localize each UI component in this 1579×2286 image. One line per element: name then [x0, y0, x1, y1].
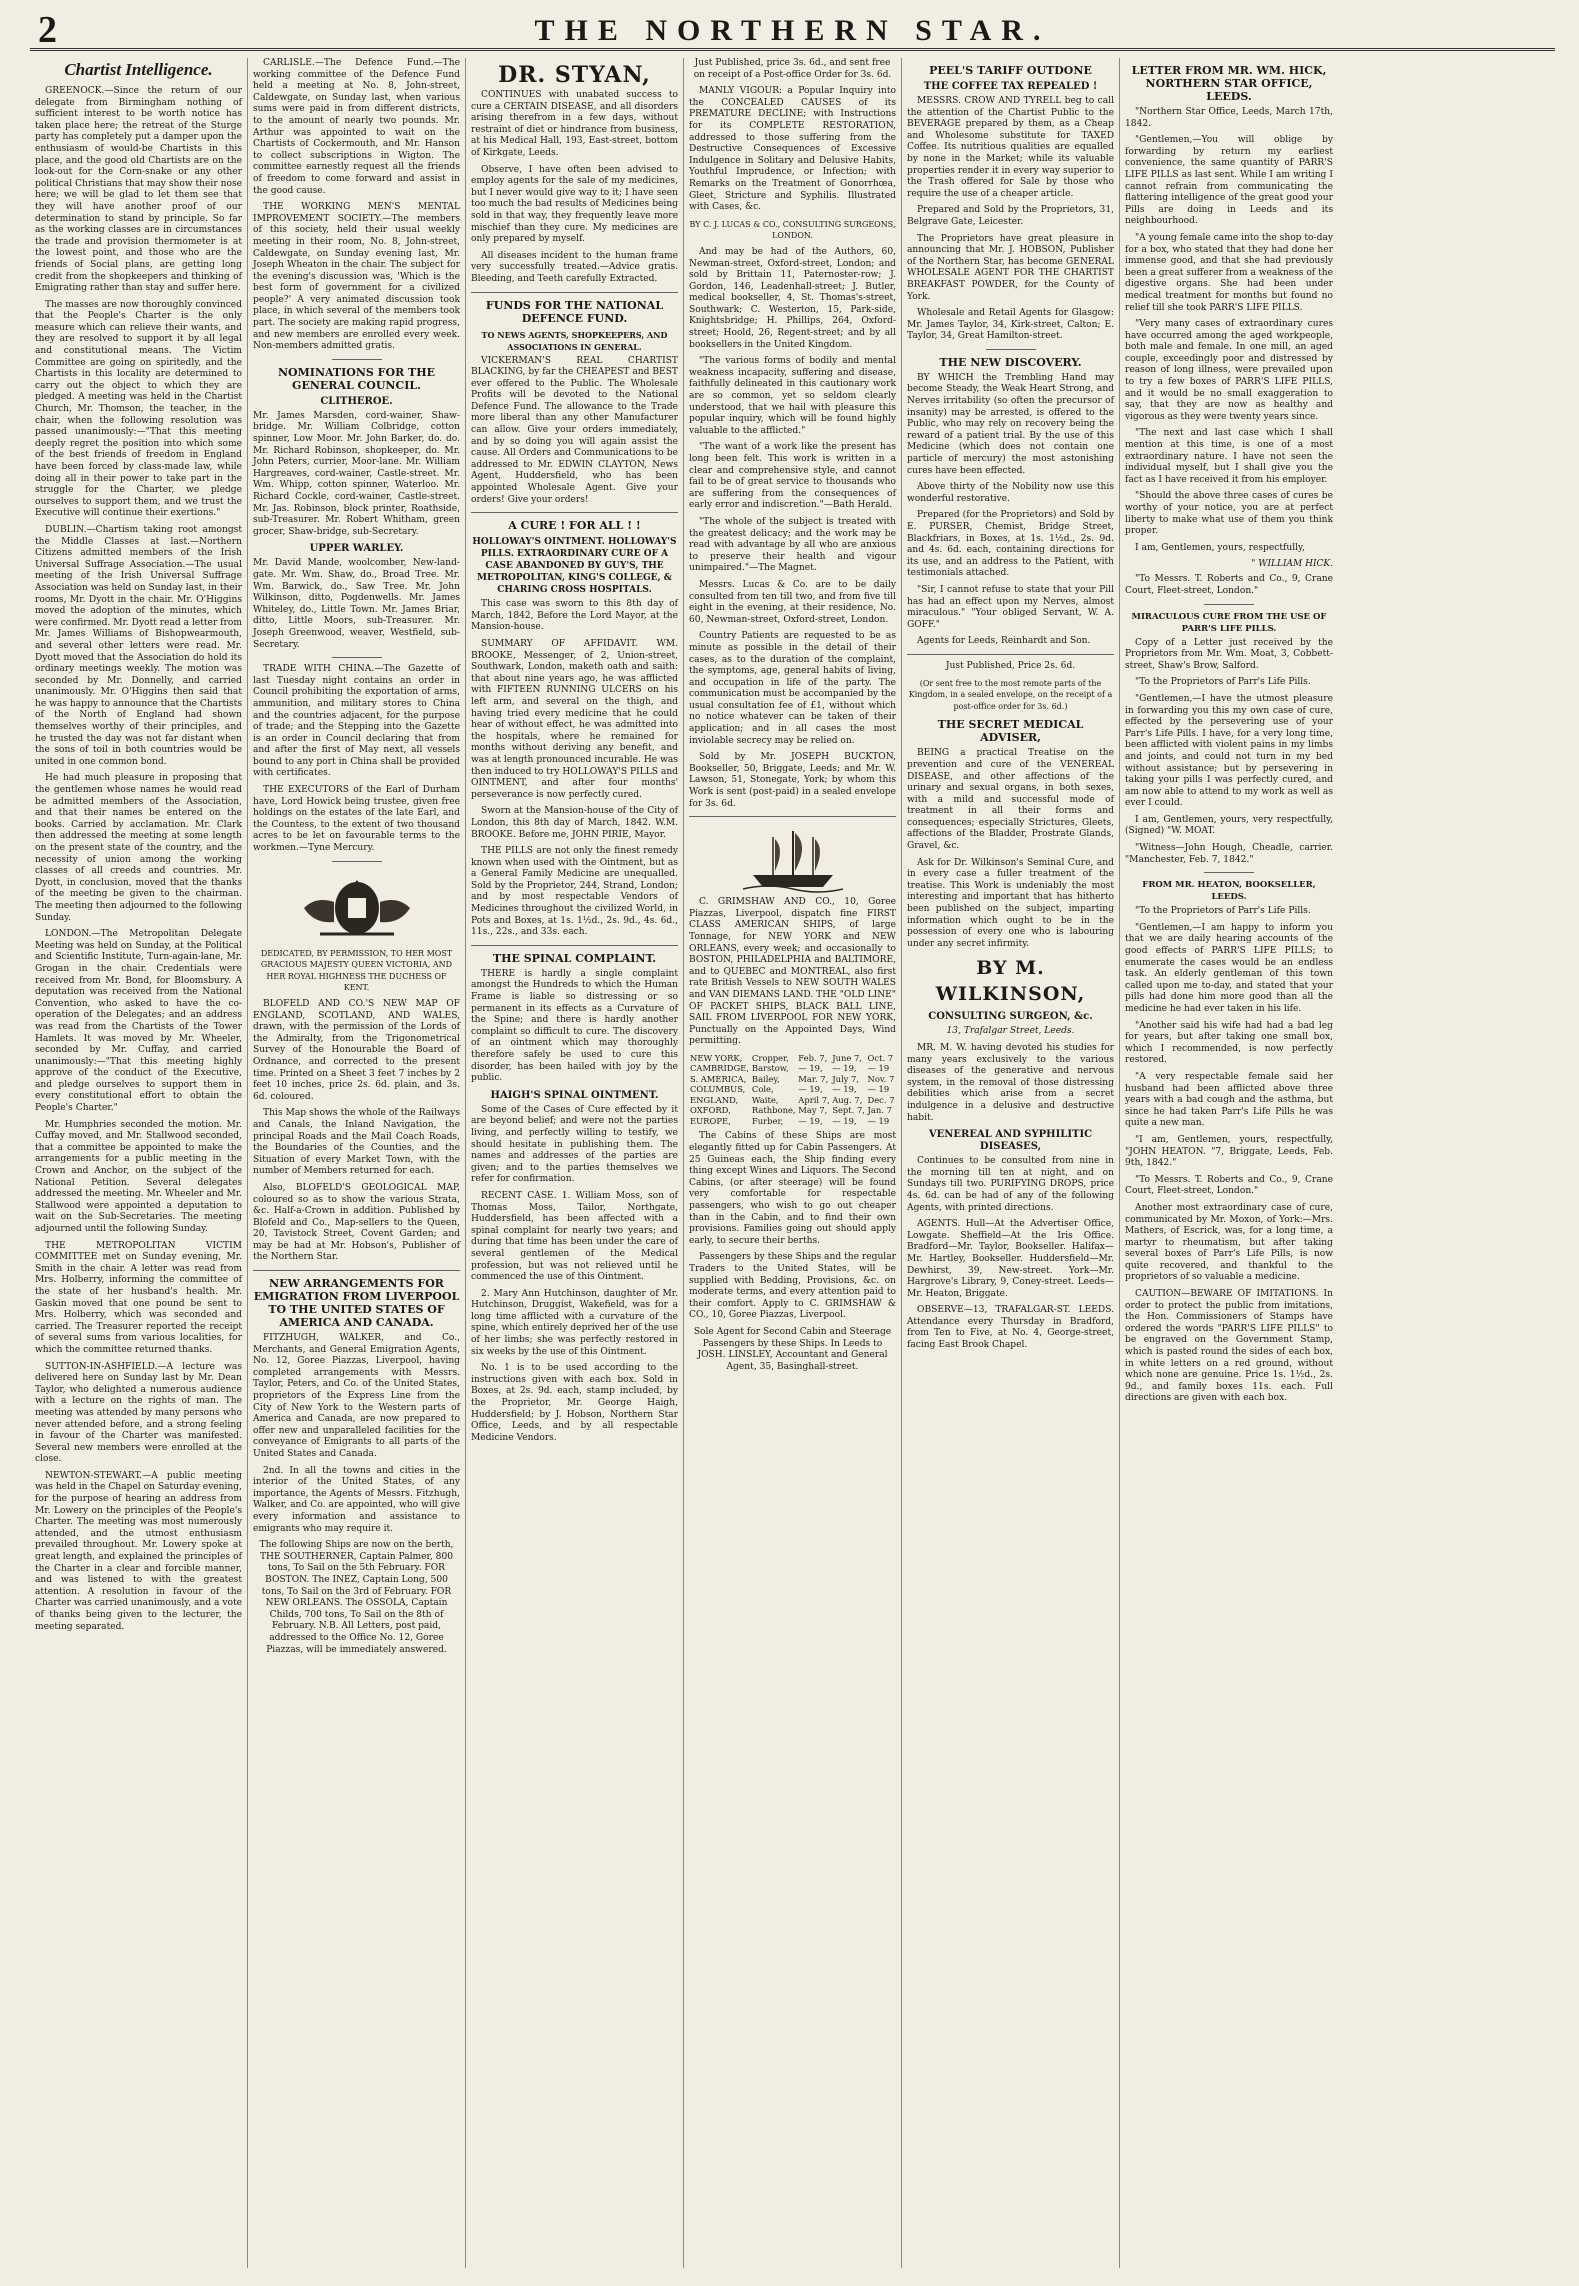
holloway-paragraph: This case was sworn to this 8th day of March, 1842, Before the Lord Mayor, at the Mansion-house.	[471, 599, 678, 633]
sail-date: Jan. 7	[867, 1105, 892, 1116]
hick-letter-heading: LETTER FROM MR. WM. HICK, NORTHERN STAR OFFICE, LEEDS.	[1131, 64, 1327, 103]
sail-date: — 19	[867, 1115, 890, 1126]
defence-fund-subheading: TO NEWS AGENTS, SHOPKEEPERS, AND ASSOCIATIONS IN GENERAL.	[481, 329, 668, 352]
manly-paragraph: "The whole of the subject is treated with the greatest delicacy; and the work may be read with advantage by all who are anxious to preserve their health and vigour unimpaired."—The Magnet.	[689, 516, 896, 574]
styan-paragraph: CONTINUES with unabated success to cure a CERTAIN DISEASE, and all disorders arising therefrom in a few days, without restraint of diet or hindrance from business, at his Medical Hall, 193, East-street, bottom of Kirkgate, Leeds.	[471, 90, 678, 158]
discovery-paragraph: Above thirty of the Nobility now use this wonderful restorative.	[907, 482, 1114, 504]
advisor-note: (Or sent free to the most remote parts of the Kingdom, in a sealed envelope, on the receipt of a post-office order for 3s. 6d.)	[908, 678, 1113, 711]
article-paragraph: TRADE WITH CHINA.—The Gazette of last Tuesday night contains an order in Council prohibiting the exportation of arms, ammunition, and military stores to China and the countries adjacent, for the purpose of trade; and the Stepping into the Gazette is an order in Council declaring that from and after the first of May next, all vessels bound to any port in China shall be provided with certificates.	[253, 664, 460, 779]
emigration-sailings: The following Ships are now on the berth, THE SOUTHERNER, Captain Palmer, 800 tons, To Sail on the 5th February. FOR BOSTON. The INEZ, Captain Long, 500 tons, To Sail on the 3rd of February. FOR NEW ORLEANS. The OSSOLA, Captain Childs, 700 tons, To Sail on the 8th of February. N.B. All Letters, post paid, addressed to the Office No. 12, Goree Piazzas, will be immediately answered.	[259, 1540, 454, 1655]
peels-tariff-heading: PEEL'S TARIFF OUTDONE	[929, 64, 1092, 77]
spinal-paragraph: THERE is hardly a single complaint amongst the Hundreds to which the Human Frame is liable so distressing or so permanent in its effects as a Curvature of the Spine; and there is hardly another complaint so difficult to cure. The discovery of an ointment which may thoroughly therefore safely be used to cure this disorder, has been hailed with joy by the public.	[471, 968, 678, 1084]
holloway-paragraph: SUMMARY OF AFFIDAVIT. WM. BROOKE, Messenger, of 2, Union-street, Southwark, London, maketh oath and saith: that about nine years ago, he was afflicted with FIFTEEN RUNNING ULCERS on his left arm, and several on the thigh, and having tried every medicine that he could hear of without effect, he was admitted into the hospitals, where he remained for months without deriving any benefit, and was at length pronounced incurable. He was then induced to try HOLLOWAY'S PILLS and OINTMENT, and after four months' perseverance is now perfectly cured.	[471, 639, 678, 800]
map-advert-paragraph: Also, BLOFELD'S GEOLOGICAL MAP, coloured so as to show the various Strata, &c. Half-a-Crown in addition. Published by Blofeld and Co., Map-sellers to the Queen, 20, Tavistock Street, Covent Garden; and may be had at Mr. Hobson's, Publisher of the Northern Star.	[253, 1182, 460, 1263]
divider	[471, 292, 678, 293]
column-4	[684, 58, 902, 2268]
letter-paragraph: "Very many cases of extraordinary cures have occurred among the aged workpeople, both male and female. In one mill, an aged couple, exceedingly poor and distressed by reason of long illness, were prevailed upon to try a few boxes of PARR'S LIFE PILLS, and it would be no small exaggeration to say, that they are now as healthy and vigorous as they were twenty years since.	[1125, 319, 1333, 422]
styan-paragraph: Observe, I have often been advised to employ agents for the sale of my medicines, but I never would give way to it; I have seen too much the bad results of Medicines being sold in that way, they frequently leave more mischief than they cure. My medicines are only prepared by myself.	[471, 164, 678, 245]
ship-name: S. AMERICA,	[690, 1073, 747, 1084]
table-row	[689, 1053, 896, 1064]
spinal-paragraph: 2. Mary Ann Hutchinson, daughter of Mr. Hutchinson, Druggist, Wakefield, was for a long time afflicted with a curvature of the spine, which entirely deprived her of the use of her limbs; she was perfectly restored in six weeks by the use of this Ointment.	[471, 1288, 678, 1357]
letter-paragraph: "The next and last case which I shall mention at this time, is one of a most extraordinary nature. I have not seen the individual myself, but I shall give you the fact as I have received it from his employer.	[1125, 428, 1333, 485]
coffee-paragraph: The Proprietors have great pleasure in announcing that Mr. J. HOBSON, Publisher of the Northern Star, has become GENERAL WHOLESALE AGENT FOR THE CHARTIST BREAKFAST POWDER, for the County of York.	[907, 233, 1114, 302]
article-paragraph: The masses are now thoroughly convinced that the People's Charter is the only measure which can relieve their wants, and they are resolved to support it by all legal and constitutional means. The Victim Committee are going on spiritedly, and the Chartists in this locality are determined to carry out the object to which they are pledged. A meeting was held in the Chartist Church, Mr. Thomson, the teacher, in the chair, when the following resolution was passed unanimously:—"That this meeting deeply regret the position into which some of the best friends of freedom in England have been forced by class-made law, while doing all in their power to take part in the struggle for the Charter, we pledge ourselves to support them, and we trust the Executive will continue their exertions."	[35, 299, 242, 519]
emigration-paragraph: FITZHUGH, WALKER, and Co., Merchants, and General Emigration Agents, No. 12, Goree Piazzas, Liverpool, having completed arrangements with Messrs. Taylor, Peters, and Co. of the United States, proprietors of the Express Line from the City of New York to the Western parts of America and Canada, are now prepared to offer new and unparalleled facilities for the conveyance of Emigrants to all parts of the United States and Canada.	[253, 1333, 460, 1459]
moat-paragraph: "To the Proprietors of Parr's Life Pills.	[1135, 677, 1311, 688]
masthead	[30, 8, 1555, 51]
royal-crest-icon	[298, 868, 416, 944]
sail-date: Aug. 7,	[832, 1094, 863, 1105]
crest-caption: DEDICATED, BY PERMISSION, TO HER MOST GRACIOUS MAJESTY QUEEN VICTORIA, AND HER ROYAL HIGHNESS THE DUCHESS OF KENT.	[260, 948, 453, 993]
divider	[471, 512, 678, 513]
table-row	[689, 1063, 896, 1074]
nomination-place: UPPER WARLEY.	[309, 543, 404, 555]
letter-paragraph: "A young female came into the shop to-day for a box, who stated that they had done her immense good, and that she had previously been a great sufferer from a weakness of the digestive organs. She had been under medical treatment for months but found no relief till she took PARR'S LIFE PILLS.	[1125, 232, 1333, 313]
ship-name: OXFORD,	[690, 1105, 731, 1116]
sail-date: Nov. 7	[867, 1073, 895, 1084]
advisor-paragraph: BEING a practical Treatise on the prevention and cure of the VENEREAL DISEASE, and other affections of the urinary and sexual organs, in both sexes, with a mild and successful mode of treatment in all their forms and consequences; especially Strictures, Gleets, affections of the Bladder, Prostrate Glands, Gravel, &c.	[907, 748, 1114, 852]
captain: Waite,	[751, 1094, 779, 1105]
page-number: 2	[38, 9, 57, 51]
article-paragraph: SUTTON-IN-ASHFIELD.—A lecture was delivered here on Sunday last by Mr. Dean Taylor, who delighted a numerous audience with a lecture on the rights of man. The meeting was attended by many persons who never attended before, and a strong feeling in favour of the Charter was manifested. Several new members were enrolled at the close.	[35, 1361, 242, 1465]
ship-name: EUROPE,	[690, 1115, 731, 1126]
divider	[907, 654, 1114, 655]
coffee-paragraph: Prepared and Sold by the Proprietors, 31, Belgrave Gate, Leicester.	[907, 205, 1114, 227]
sail-date: April 7,	[798, 1094, 830, 1105]
ship-name: NEW YORK,	[690, 1052, 743, 1063]
miraculous-cure-heading: MIRACULOUS CURE FROM THE USE OF PARR'S LIFE PILLS.	[1131, 611, 1327, 634]
sail-date: — 19,	[798, 1084, 823, 1095]
sail-date: Mar. 7,	[798, 1073, 829, 1084]
wilkinson-heading: BY M. WILKINSON,	[935, 957, 1086, 1006]
discovery-paragraph: Prepared (for the Proprietors) and Sold by E. PURSER, Chemist, Bridge Street, Blackfriars, in Boxes, at 1s. 1½d., 2s. 9d. and 4s. 6d. each, containing directions for its use, and an address to the Patient, with testimonials attached.	[907, 510, 1114, 579]
secret-medical-adviser-heading: THE SECRET MEDICAL ADVISER,	[937, 718, 1084, 745]
sail-date: May 7,	[798, 1105, 828, 1116]
holloway-subheading: HOLLOWAY'S OINTMENT. HOLLOWAY'S PILLS. EXTRAORDINARY CURE OF A CASE ABANDONED BY GUY'S, THE METROPOLITAN, KING'S COLLEGE, & CHARING CROSS HOSPITALS.	[472, 537, 677, 596]
moat-witness: "Witness—John Hough, Cheadle, carrier. "Manchester, Feb. 7, 1842."	[1125, 843, 1333, 865]
column-6	[1120, 58, 1338, 2268]
moat-paragraph: Copy of a Letter just received by the Proprietors from Mr. Wm. Moat, 3, Cobbett-street, Shaw's Brow, Salford.	[1125, 637, 1333, 671]
wilkinson-address: 13, Trafalgar Street, Leeds.	[946, 1026, 1075, 1037]
chartist-intelligence-heading: Chartist Intelligence.	[64, 60, 213, 79]
divider	[1204, 604, 1254, 605]
coffee-paragraph: MESSRS. CROW AND TYRELL beg to call the attention of the Chartist Public to the BEVERAGE prepared by them, as a Cheap and Wholesome substitute for TAXED Coffee. Its nutritious qualities are equalled by none in the Market; while its valuable properties render it in every way superior to the Trash offered for Sale by those who require the use of a cheaper article.	[907, 96, 1114, 199]
wilkinson-paragraph: Continues to be consulted from nine in the morning till ten at night, and on Sundays till two. PURIFYING DROPS, price 4s. 6d. can be had of any of the following Agents, with printed directions.	[907, 1156, 1114, 1213]
heaton-signature: "I am, Gentlemen, yours, respectfully, "JOHN HEATON. "7, Briggate, Leeds, Feb. 9th, 1842."	[1125, 1134, 1333, 1169]
ship-icon	[743, 823, 843, 893]
divider	[253, 1270, 460, 1271]
column-5	[902, 58, 1120, 2268]
article-paragraph: CARLISLE.—The Defence Fund.—The working committee of the Defence Fund held a meeting at No. 8, John-street, Caldewgate, on Sunday last, when various sums were paid in from different districts, to the amount of nearly two pounds. Mr. Arthur was appointed to wait on the Chartists of Cockermouth, and Mr. Hanson to collect subscriptions in Wigton. The committee earnestly request all the friends of freedom to come forward and assist in the good cause.	[253, 58, 460, 196]
sail-date: — 19,	[798, 1115, 823, 1126]
spinal-ointment-heading: HAIGH'S SPINAL OINTMENT.	[490, 1089, 659, 1101]
wilkinson-agents: AGENTS. Hull—At the Advertiser Office, Lowgate. Sheffield—At the Iris Office. Bradford—Mr. Taylor, Bookseller. Halifax—Mr. Hartley, Bookseller. Huddersfield—Mr. Dewhirst, 39, New-street. York—Mr. Hargrove's Library, 9, Coney-street. Leeds—Mr. Heaton, Briggate.	[907, 1219, 1114, 1299]
sail-date: Feb. 7,	[798, 1052, 828, 1063]
column-2	[248, 58, 466, 2268]
captain: Bailey,	[751, 1073, 780, 1084]
manly-paragraph: "The various forms of bodily and mental weakness incapacity, suffering and disease, faithfully delineated in this cautionary work are so common, yet so seldom clearly understood, that we hail with pleasure this popular inquiry, which will be found highly valuable to the afflicted."	[689, 356, 896, 436]
letter-paragraph: "Gentlemen,—You will oblige by forwarding by return my earliest convenience, the same quantity of PARR'S LIFE PILLS as last sent. While I am writing I cannot refrain from communicating the flattering intelligence of the great good your Pills are doing in Leeds and its neighbourhood.	[1125, 135, 1333, 227]
article-paragraph: Mr. Humphries seconded the motion. Mr. Cuffay moved, and Mr. Stallwood seconded, that a committee be appointed to make the arrangements for a public meeting in the Crown and Anchor, on the subject of the National Petition. Several delegates addressed the meeting. Mr. Wheeler and Mr. Stallwood were appointed a deputation to wait on the Sub-Secretaries. The meeting adjourned until the following Sunday.	[35, 1119, 242, 1234]
heaton-paragraph: "To the Proprietors of Parr's Life Pills.	[1135, 906, 1311, 917]
sail-date: — 19,	[798, 1063, 823, 1074]
manly-paragraph: MANLY VIGOUR: a Popular Inquiry into the CONCEALED CAUSES of its PREMATURE DECLINE; with Instructions for its COMPLETE RESTORATION, addressed to those suffering from the Destructive Consequences of Excessive Indulgence in Solitary and Delusive Habits, Youthful Imprudence, or Infection; with Remarks on the Treatment of Gonorrhœa, Gleet, Stricture and Syphilis. Illustrated with Cases, &c.	[689, 86, 896, 213]
nomination-names: Mr. David Mande, woolcomber, New-land-gate. Mr. Wm. Shaw, do., Broad Tree. Mr. Wm. Barwick, do., Saw Tree. Mr. John Wilkinson, ditto, Pogdenwells. Mr. James Whiteley, do., Little Town. Mr. James Briar, ditto, Little Moors, sub-Treasurer. Mr. Joseph Greenwood, weaver, Westfield, sub-Secretary.	[253, 558, 460, 650]
wilkinson-observe: OBSERVE—13, TRAFALGAR-ST. LEEDS. Attendance every Thursday in Bradford, from Ten to Five, at No. 4, George-street, facing East Brook Chapel.	[907, 1305, 1114, 1351]
divider	[332, 657, 382, 658]
spinal-paragraph: No. 1 is to be used according to the instructions given with each box. Sold in Boxes, at 2s. 9d. each, stamp included, by the Proprietor, Mr. George Haigh, Huddersfield; by J. Hobson, Northern Star Office, Leeds, and by all respectable Medicine Vendors.	[471, 1363, 678, 1443]
moat-signature: I am, Gentlemen, yours, very respectfully, (Signed) "W. MOAT.	[1125, 814, 1333, 837]
wilkinson-title: CONSULTING SURGEON, &c.	[928, 1011, 1093, 1023]
coffee-tax-subheading: THE COFFEE TAX REPEALED !	[923, 81, 1098, 92]
sail-date: — 19,	[832, 1115, 857, 1126]
newspaper-title: THE NORTHERN STAR.	[534, 14, 1051, 47]
advisor-publish-line: Just Published, Price 2s. 6d.	[945, 660, 1076, 671]
grimshaw-paragraph: C. GRIMSHAW AND CO., 10, Goree Piazzas, Liverpool, dispatch fine FIRST CLASS AMERICAN SHIPS, of large Tonnage, for NEW YORK and NEW ORLEANS, every week; and occasionally to BOSTON, PHILADELPHIA and BALTIMORE, and to QUEBEC and MONTREAL, also first rate British Vessels to NEW SOUTH WALES and VAN DIEMANS LAND. THE "OLD LINE" OF PACKET SHIPS, BLACK BALL LINE, SAIL FROM LIVERPOOL FOR NEW YORK, Punctually on the Appointed Days, Wind permitting.	[689, 897, 896, 1047]
sail-date: Oct. 7	[867, 1052, 894, 1063]
new-discovery-heading: THE NEW DISCOVERY.	[939, 355, 1082, 369]
map-advert-paragraph: This Map shows the whole of the Railways and Canals, the Inland Navigation, the principal Roads and the Mail Coach Roads, the Boundaries of the Counties, and the Situation of every Market Town, with the number of Members returned for each.	[253, 1108, 460, 1177]
article-paragraph: THE METROPOLITAN VICTIM COMMITTEE met on Sunday evening, Mr. Smith in the chair. A letter was read from Mrs. Holberry, informing the committee of the state of her husband's health. Mr. Gaskin moved that one pound be sent to Mrs. Holberry, which was seconded and carried. The Treasurer reported the receipt of several sums from various localities, for which the committee returned thanks.	[35, 1240, 242, 1355]
caution-paragraph: CAUTION—BEWARE OF IMITATIONS. In order to protect the public from imitations, the Hon. Commissioners of Stamps have ordered the words "PARR'S LIFE PILLS" to be engraved on the Government Stamp, which is pasted round the sides of each box, in white letters on a red ground, without which none are genuine. Price 1s. 1½d., 2s. 9d., and family boxes 11s. each. Full directions are given with each box.	[1125, 1289, 1333, 1404]
nomination-place: CLITHEROE.	[320, 395, 393, 407]
table-row	[689, 1105, 896, 1116]
article-paragraph: He had much pleasure in proposing that the gentlemen whose names he would read be admitted members of the Association, and that their names be entered on the books. Carried by acclamation. Mr. Clark then addressed the meeting at some length on the present state of the country, and the necessity of union among the working classes of all creeds and countries. Mr. Dyott, in conclusion, moved that the thanks of the meeting be given to the chairman. The meeting then adjourned to the following Sunday.	[35, 773, 242, 923]
manly-paragraph: Country Patients are requested to be as minute as possible in the detail of their cases, as to the duration of the complaint, the symptoms, age, general habits of living, and occupation in life of the party. The communication must be accompanied by the usual consultation fee of £1, without which no notice whatever can be taken of their application; and in all cases the most inviolable secrecy may be relied on.	[689, 631, 896, 746]
packet-table	[689, 1053, 896, 1127]
column-1	[30, 58, 248, 2268]
heaton-paragraph: "Gentlemen,—I am happy to inform you that we are daily hearing accounts of the good effects of PARR'S LIFE PILLS; to enumerate the cases would be an endless task. An elderly gentleman of this town called upon me to-day, and stated that your pills had done him more good than all the medicine he had ever taken in his life.	[1125, 922, 1333, 1014]
grimshaw-agent: Sole Agent for Second Cabin and Steerage Passengers by these Ships. In Leeds to JOSH. LINSLEY, Accountant and General Agent, 35, Basinghall-street.	[693, 1326, 892, 1372]
column-3	[466, 58, 684, 2268]
nomination-names: Mr. James Marsden, cord-wainer, Shaw-bridge. Mr. William Colbridge, cotton spinner, Low Moor. Mr. John Barker, do. do. Mr. Richard Robinson, shopkeeper, do. Mr. John Peters, currier, Moor-lane. Mr. William Hargreaves, cord-wainer, Castle-street. Mr. Wm. Whipp, cotton spinner, Waterloo. Mr. Richard Cockle, cord-wainer, Castle-street. Mr. Jas. Robinson, block printer, Roathside, sub-Treasurer. Mr. Robert Whitham, green grocer, Shaw-bridge, sub-Secretary.	[253, 410, 460, 537]
divider	[332, 359, 382, 360]
heaton-paragraph: "A very respectable female said her husband had been afflicted above three years with a bad cough and the asthma, but since he had taken Parr's Life Pills he was quite a new man.	[1125, 1071, 1333, 1129]
discovery-paragraph: Agents for Leeds, Reinhardt and Son.	[917, 636, 1091, 647]
map-advert-paragraph: BLOFELD AND CO.'S NEW MAP OF ENGLAND, SCOTLAND, AND WALES, drawn, with the permission of the Lords of the Admiralty, from the Trigonometrical Survey of the Honourable the Board of Ordnance, and corrected to the present time. Printed on a Sheet 3 feet 7 inches by 2 feet 10 inches, price 2s. 6d. plain, and 3s. 6d. coloured.	[253, 999, 460, 1102]
manly-paragraph: And may be had of the Authors, 60, Newman-street, Oxford-street, London; and sold by Brittain 11, Paternoster-row; J. Gordon, 146, Leadenhall-street; J. Butler, medical bookseller, 4, St. Thomas's-street, Southwark; C. Westerton, 15, Park-side, Knightsbridge; H. Phillips, 264, Oxford-street; Hoold, 26, Regent-street; and by all booksellers in the United Kingdom.	[689, 246, 896, 350]
discovery-paragraph: "Sir, I cannot refuse to state that your Pill has had an effect upon my Nerves, almost miraculous." "Your obliged Servant, W. A. GOFF."	[907, 584, 1114, 630]
emigration-paragraph: 2nd. In all the towns and cities in the interior of the United States, of any importance, the Agents of Messrs. Fitzhugh, Walker, and Co. are appointed, who will give every information and assistance to emigrants who may require it.	[253, 1465, 460, 1534]
heaton-heading: FROM MR. HEATON, BOOKSELLER, LEEDS.	[1142, 880, 1316, 903]
nominations-heading: NOMINATIONS FOR THE GENERAL COUNCIL.	[277, 365, 435, 392]
dr-styan-heading: DR. STYAN,	[498, 62, 651, 88]
discovery-paragraph: BY WHICH the Trembling Hand may become Steady, the Weak Heart Strong, and Nerves irritability (so often the precursor of insanity) may be arrested, is offered to the Public, who may rely on recovery being the reward of a patient trial. By the use of this Medicine (which does not contain one particle of mercury) the most astonishing cures have been effected.	[907, 372, 1114, 476]
emigration-heading: NEW ARRANGEMENTS FOR EMIGRATION FROM LIVERPOOL TO THE UNITED STATES OF AMERICA AND CANADA.	[253, 1277, 460, 1330]
grimshaw-paragraph: Passengers by these Ships and the regular Traders to the United States, will be supplied with Bedding, Provisions, &c. on moderate terms, and every attention paid to their comfort. Apply to C. GRIMSHAW & CO., 10, Goree Piazzas, Liverpool.	[689, 1252, 896, 1321]
ship-name: CAMBRIDGE,	[690, 1063, 749, 1074]
sail-date: — 19	[867, 1084, 890, 1095]
hick-signature: " WILLIAM HICK.	[1251, 559, 1333, 570]
divider	[332, 861, 382, 862]
grimshaw-paragraph: The Cabins of these Ships are most elegantly fitted up for Cabin Passengers. At 25 Guineas each, the Ship finding every thing except Wines and Liquors. The Second Cabins, (or after steerage) will be found very comfortable for respectable passengers, who wish to go out cheaper than in the Cabin, and to find their own provisions. Families going out should apply early, to secure their berths.	[689, 1131, 896, 1246]
styan-paragraph: All diseases incident to the human frame very successfully treated.—Advice gratis. Bleeding, and Teeth carefully Extracted.	[471, 250, 678, 284]
letter-addressee: "To Messrs. T. Roberts and Co., 9, Crane Court, Fleet-street, London."	[1125, 574, 1333, 596]
captain: Furber,	[751, 1115, 784, 1126]
letter-paragraph: I am, Gentlemen, yours, respectfully,	[1135, 542, 1305, 553]
spinal-paragraph: RECENT CASE. 1. William Moss, son of Thomas Moss, Tailor, Northgate, Huddersfield, has been affected with a spinal complaint for nearly two years; and during that time has been under the care of several gentlemen of the Medical profession, but was not relieved until he commenced the use of this Ointment.	[471, 1190, 678, 1283]
captain: Barstow,	[751, 1063, 789, 1074]
article-paragraph: LONDON.—The Metropolitan Delegate Meeting was held on Sunday, at the Political and Scientific Institute, Turn-again-lane, Mr. Grogan in the chair. Credentials were received from Mr. Bond, for Bloomsbury. A deputation was received from the National Convention, who asked to have the co-operation of the Delegates; and an address was read from the Chartists of the Tower Hamlets. It was moved by Mr. Wheeler, seconded by Mr. Cuffay, and carried unanimously:—"That this meeting highly approve of the conduct of the Executive, and pledge ourselves to support them in every constitutional effort to obtain the People's Charter."	[35, 929, 242, 1114]
article-paragraph: GREENOCK.—Since the return of our delegate from Birmingham nothing of sufficient interest to be worth notice has taken place here; the retreat of the Sturge party has completely put a damper upon the enthusiasm of would-be Chartists in this place, and the good old Chartists are on the look-out for the Corn-snake or any other political Christians that may show their nose here; we will be glad to let them see that they will have another proof of our determination to stand by principle. So far as the working classes are in circumstances the trade and provision thermometer is at the lowest point, and those who are the friends of Social plans, are getting long credit from the shopkeepers and thinking of Emigrating rather than stay and suffer here.	[35, 86, 242, 294]
divider	[986, 349, 1036, 350]
manly-authors: BY C. J. LUCAS & CO., CONSULTING SURGEONS, LONDON.	[689, 219, 896, 241]
spinal-paragraph: Some of the Cases of Cure effected by it are beyond belief; and were not the parties living, and perfectly willing to testify, we should hesitate in publishing them. The names and addresses of the parties are given; and to the parties themselves we refer for confirmation.	[471, 1104, 678, 1185]
divider	[689, 816, 896, 817]
captain: Cropper,	[751, 1052, 789, 1063]
manly-paragraph: Sold by Mr. JOSEPH BUCKTON, Bookseller, 50, Briggate, Leeds; and Mr. W. Lawson, 51, Stonegate, York; by whom this Work is sent (post-paid) in a sealed envelope for 3s. 6d.	[689, 752, 896, 809]
table-row	[689, 1095, 896, 1106]
venereal-heading: VENEREAL AND SYPHILITIC DISEASES,	[928, 1129, 1093, 1153]
captain: Cole,	[751, 1084, 774, 1095]
sail-date: July 7,	[832, 1073, 860, 1084]
letter-paragraph: "Should the above three cases of cures be worthy of your notice, you are at perfect liberty to make what use of them you think proper.	[1125, 491, 1333, 537]
article-paragraph: NEWTON-STEWART.—A public meeting was held in the Chapel on Saturday evening, for the purpose of hearing an address from Mr. Lowery on the principles of the People's Charter. The meeting was most numerously attended, and the utmost enthusiasm prevailed throughout. Mr. Lowery spoke at great length, and explained the principles of the Charter in a clear and forcible manner, and was listened to with the greatest attention. A resolution in favour of the Charter was carried unanimously, and a vote of thanks being given to the lecturer, the meeting separated.	[35, 1470, 242, 1632]
holloway-paragraph: Sworn at the Mansion-house of the City of London, this 8th day of March, 1842. W.M. BROOKE. Before me, JOHN PIRIE, Mayor.	[471, 806, 678, 840]
publish-line: Just Published, price 3s. 6d., and sent free on receipt of a Post-office Order for 3s. 6d.	[693, 58, 892, 80]
article-paragraph: THE WORKING MEN'S MENTAL IMPROVEMENT SOCIETY.—The members of this society, held their usual weekly meeting in their room, No. 8, John-street, Caldewgate, on Sunday evening last, Mr. Joseph Wheaton in the chair. The subject for the evening's discussion was, 'Which is the best form of government for a civilized people?' A very animated discussion took place, in which several of the members took part. The society are making rapid progress, and new members are enrolled every week. Non-members admitted gratis.	[253, 202, 460, 352]
heaton-paragraph: "Another said his wife had had a bad leg for years, but after taking one small box, which I recommended, is now perfectly restored.	[1125, 1020, 1333, 1066]
wilkinson-paragraph: MR. M. W. having devoted his studies for many years exclusively to the various diseases of the generative and nervous system, in the removal of those distressing debilities which arise from a secret indulgence in a delusive and destructive habit.	[907, 1043, 1114, 1123]
divider	[1204, 872, 1254, 873]
page-columns	[30, 58, 1555, 2268]
ship-name: COLUMBUS,	[690, 1084, 746, 1095]
blacking-advert: VICKERMAN'S REAL CHARTIST BLACKING, by far the CHEAPEST and BEST ever offered to the Public. The Wholesale Profits will be devoted to the National Defence Fund. The allowance to the Trade more liberal than any other Manufacturer can allow. Give your orders immediately, and by so doing you will again assist the cause. All Orders and Communications to be addressed to Mr. EDWIN CLAYTON, News Agent, Huddersfield, who has been appointed Wholesale Agent. Give your orders! Give your orders!	[471, 355, 678, 505]
sail-date: Sept. 7,	[832, 1105, 865, 1116]
spinal-heading: THE SPINAL COMPLAINT.	[492, 951, 657, 965]
captain: Rathbone,	[751, 1105, 796, 1116]
manly-paragraph: "The want of a work like the present has long been felt. This work is written in a clear and comprehensive style, and cannot fail to be of great service to thousands who are suffering from the consequences of early error and indiscretion."—Bath Herald.	[689, 442, 896, 511]
article-paragraph: DUBLIN.—Chartism taking root amongst the Middle Classes at last.—Northern Citizens admitted members of the Irish Universal Suffrage Association.—The usual meeting of the Irish Universal Suffrage Association was held on Sunday last, in their rooms, Mr. Dyott in the chair. Mr. O'Higgins moved the adoption of the minutes, which were confirmed. Mr. Dyott read a letter from Mr. James Williams of Bishopwearmouth, and several other letters were read. Mr. Dyott moved that the Association do hold its ordinary meetings weekly. The motion was seconded by Mr. Donnelly, and carried unanimously. Mr. O'Higgins then said that he was happy to announce that the Chartists of the North of England had shown themselves worthy of their principles, and he trusted the day was not far distant when the sons of toil in both countries would be united in one common bond.	[35, 524, 242, 767]
manly-paragraph: Messrs. Lucas & Co. are to be daily consulted from ten till two, and from five till eight in the evening, at their residence, No. 60, Newman-street, Oxford-street, London.	[689, 579, 896, 625]
article-paragraph: THE EXECUTORS of the Earl of Durham have, Lord Howick being trustee, given free holdings on the estates of the late Earl, and the Countess, to the extent of two thousand acres to be let on favourable terms to the workmen.—Tyne Mercury.	[253, 785, 460, 854]
holloway-paragraph: THE PILLS are not only the finest remedy known when used with the Ointment, but as a General Family Medicine are unequalled. Sold by the Proprietor, 244, Strand, London; and by most respectable Vendors of Medicines throughout the civilized World, in Pots and Boxes, at 1s. 1½d., 2s. 9d., 4s. 6d., 11s., 22s., and 33s. each.	[471, 846, 678, 938]
sail-date: — 19	[867, 1063, 890, 1074]
table-row	[689, 1116, 896, 1127]
table-row	[689, 1074, 896, 1085]
table-row	[689, 1084, 896, 1095]
sail-date: — 19,	[832, 1084, 857, 1095]
sail-date: — 19,	[832, 1063, 857, 1074]
closing-paragraph: Another most extraordinary case of cure, communicated by Mr. Moxon, of York:—Mrs. Mathers, of Escrick, was, for a long time, a martyr to rheumatism, but after taking several boxes of Parr's Life Pills, is now quite recovered, and thankful to the proprietors of so valuable a medicine.	[1125, 1202, 1333, 1283]
letter-addressee: "To Messrs. T. Roberts and Co., 9, Crane Court, Fleet-street, London."	[1125, 1174, 1333, 1197]
sail-date: June 7,	[832, 1052, 862, 1063]
moat-paragraph: "Gentlemen,—I have the utmost pleasure in forwarding you this my own case of cure, effected by the persevering use of your Parr's Life Pills. I have, for a very long time, been afflicted with violent pains in my limbs and joints, and could not turn in my bed without assistance; but by persevering in taking your pills I was perfectly cured, and am now able to attend to my work as well as ever I could.	[1125, 693, 1333, 809]
sail-date: Dec. 7	[867, 1094, 895, 1105]
divider	[471, 945, 678, 946]
letter-dateline: "Northern Star Office, Leeds, March 17th, 1842.	[1125, 107, 1333, 129]
holloway-heading: A CURE ! FOR ALL ! !	[508, 519, 641, 533]
ship-name: ENGLAND,	[690, 1094, 739, 1105]
advisor-paragraph: Ask for Dr. Wilkinson's Seminal Cure, and in every case a fuller treatment of the treatise. This Work is undeniably the most interesting and important that has hitherto been published on the subject, imparting information which ought to be in the possession of every one who is labouring under any secret infirmity.	[907, 857, 1114, 949]
coffee-paragraph: Wholesale and Retail Agents for Glasgow: Mr. James Taylor, 34, Kirk-street, Calton; E. Taylor, 34, Great Hamilton-street.	[907, 308, 1114, 342]
defence-fund-heading: FUNDS FOR THE NATIONAL DEFENCE FUND.	[485, 298, 664, 325]
